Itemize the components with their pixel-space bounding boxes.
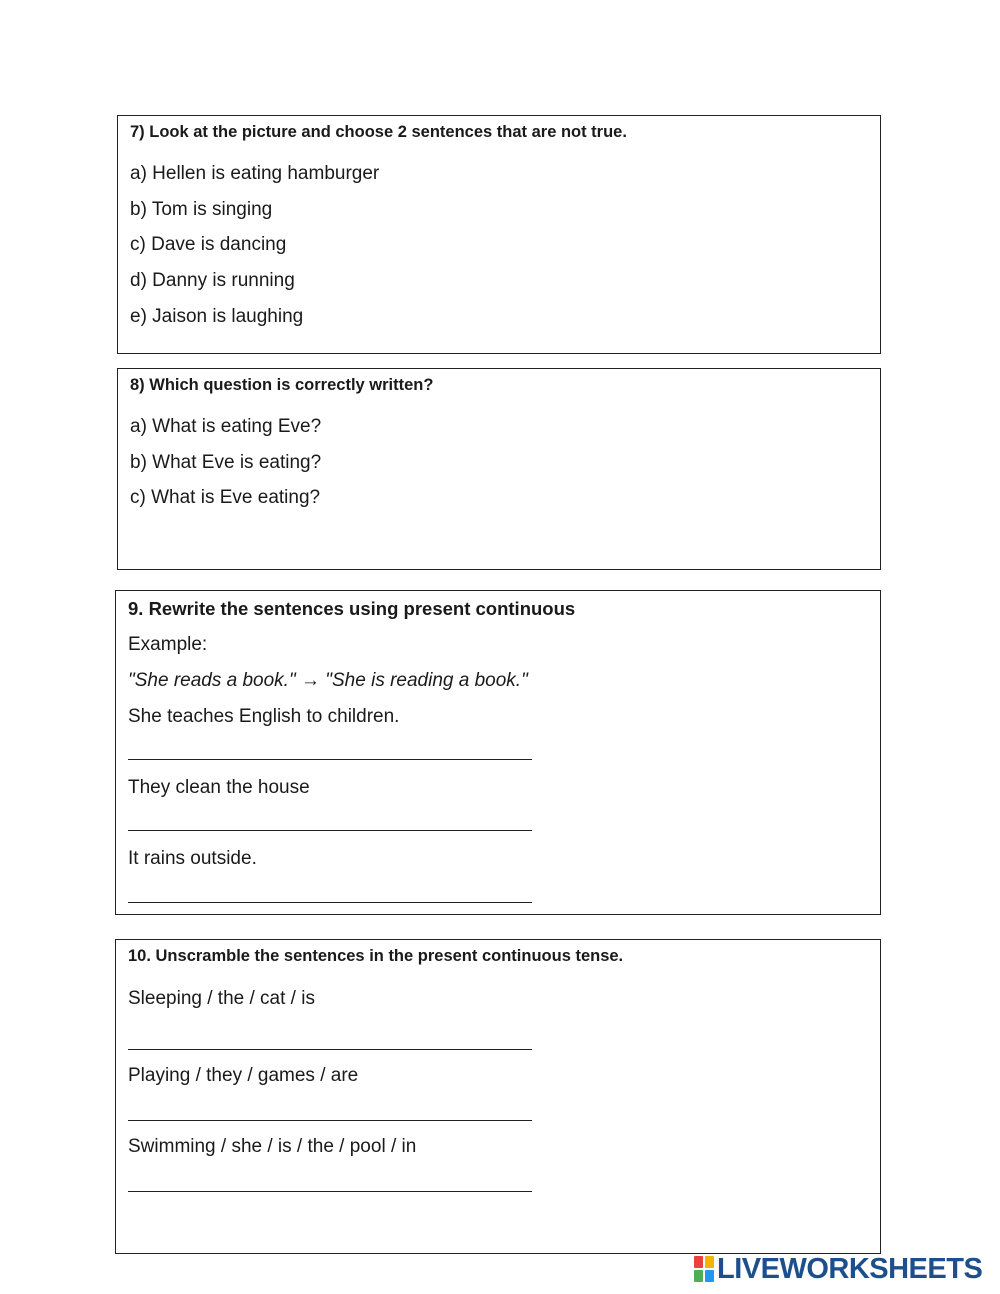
question-8-title: 8) Which question is correctly written? bbox=[130, 376, 434, 394]
question-10-sentence-2: Playing / they / games / are bbox=[128, 1065, 359, 1086]
liveworksheets-logo-icon bbox=[694, 1256, 714, 1282]
question-7-option-d[interactable]: d) Danny is running bbox=[130, 270, 295, 291]
liveworksheets-logo-text: LIVEWORKSHEETS bbox=[717, 1252, 983, 1285]
question-9-sentence-2: They clean the house bbox=[128, 777, 310, 798]
question-9-sentence-1: She teaches English to children. bbox=[128, 706, 400, 727]
example-sentence: "She reads a book." → "She is reading a book." bbox=[128, 670, 528, 691]
question-8-option-a[interactable]: a) What is eating Eve? bbox=[130, 416, 322, 437]
question-9-sentence-3: It rains outside. bbox=[128, 848, 257, 869]
liveworksheets-logo bbox=[694, 1254, 982, 1284]
question-7-option-e[interactable]: e) Jaison is laughing bbox=[130, 306, 304, 327]
question-10-answer-3[interactable] bbox=[128, 1169, 532, 1192]
question-9-answer-1[interactable] bbox=[128, 737, 532, 760]
question-9-answer-2[interactable] bbox=[128, 808, 532, 831]
question-9-title: 9. Rewrite the sentences using present continuous bbox=[128, 598, 576, 619]
question-8-option-b[interactable]: b) What Eve is eating? bbox=[130, 452, 322, 473]
question-10-sentence-1: Sleeping / the / cat / is bbox=[128, 988, 315, 1009]
question-8-box bbox=[117, 368, 881, 570]
example-label: Example: bbox=[128, 634, 208, 655]
question-10-answer-2[interactable] bbox=[128, 1098, 532, 1121]
question-7-option-a[interactable]: a) Hellen is eating hamburger bbox=[130, 163, 380, 184]
question-9-answer-3[interactable] bbox=[128, 880, 532, 903]
question-10-sentence-3: Swimming / she / is / the / pool / in bbox=[128, 1136, 417, 1157]
question-10-answer-1[interactable] bbox=[128, 1027, 532, 1050]
question-10-title: 10. Unscramble the sentences in the present continuous tense. bbox=[128, 947, 624, 965]
question-7-option-b[interactable]: b) Tom is singing bbox=[130, 199, 273, 220]
question-7-option-c[interactable]: c) Dave is dancing bbox=[130, 234, 287, 255]
question-8-option-c[interactable]: c) What is Eve eating? bbox=[130, 487, 321, 508]
question-9-box bbox=[115, 590, 881, 915]
question-7-box bbox=[117, 115, 881, 354]
question-10-box bbox=[115, 939, 881, 1254]
question-7-title: 7) Look at the picture and choose 2 sentences that are not true. bbox=[130, 123, 627, 141]
